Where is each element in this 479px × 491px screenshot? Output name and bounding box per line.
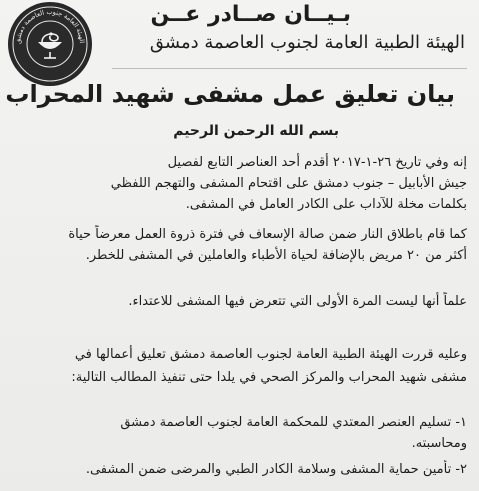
body-line: بكلمات مخلة للآداب على الكادر العامل في المشفى. xyxy=(185,197,467,212)
logo-emblem xyxy=(8,2,92,86)
body-line: جيش الأبابيل – جنوب دمشق على اقتحام المشفى والتهجم اللفظي xyxy=(110,176,467,191)
header-divider xyxy=(112,68,467,69)
statement-issued-by: بـيــان صــادر عــن xyxy=(150,2,351,27)
body-line: أكثر من ٢٠ مريض بالإضافة لحياة الأطباء والعاملين في المشفى للخطر. xyxy=(85,248,467,263)
body-line: ١- تسليم العنصر المعتدي للمحكمة العامة لجنوب العاصمة دمشق xyxy=(120,415,467,430)
body-line: مشفى شهيد المحراب والمركز الصحي في يلدا حتى تنفيذ المطالب التالية: xyxy=(71,370,467,385)
body-line: إنه وفي تاريخ ٢٦-١-٢٠١٧ أقدم أحد العناصر التابع لفصيل xyxy=(167,155,467,170)
body-line: ومحاسبته. xyxy=(411,436,467,451)
statement-title: بيان تعليق عمل مشفى شهيد المحراب xyxy=(5,80,455,108)
logo-text: الهيئة العامة جنوب العاصمة دمشق xyxy=(13,7,86,45)
organization-logo xyxy=(8,2,92,86)
body-line: وعليه قررت الهيئة الطبية العامة لجنوب العاصمة دمشق تعليق أعمالها في xyxy=(74,347,467,362)
body-line: كما قام باطلاق النار ضمن صالة الإسعاف في فترة ذروة العمل معرضاً حياة xyxy=(68,227,467,242)
organization-name: الهيئة الطبية العامة لجنوب العاصمة دمشق xyxy=(149,32,465,53)
basmala: بسم الله الرحمن الرحيم xyxy=(173,123,339,139)
body-line: ٢- تأمين حماية المشفى وسلامة الكادر الطبي والمرضى ضمن المشفى. xyxy=(85,462,467,477)
body-line: علماً أنها ليست المرة الأولى التي تتعرض فيها المشفى للاعتداء. xyxy=(128,294,467,309)
